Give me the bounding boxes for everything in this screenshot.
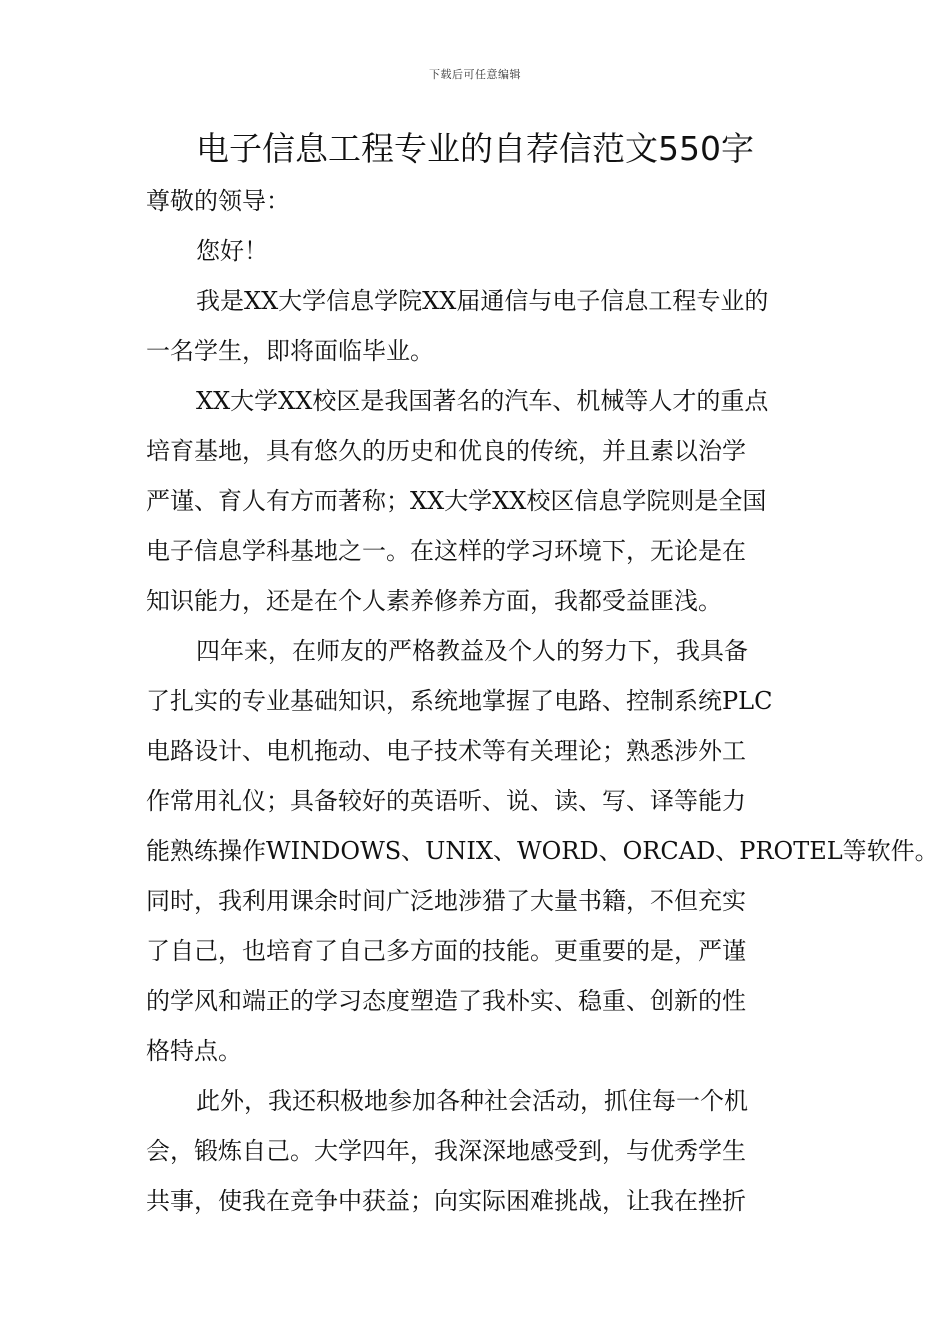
text-line: 格特点。 bbox=[146, 1037, 242, 1065]
text-line: 能熟练操作WINDOWS、UNIX、WORD、ORCAD、PROTEL等软件。 bbox=[146, 837, 939, 865]
text-line: 同时，我利用课余时间广泛地涉猎了大量书籍，不但充实 bbox=[146, 887, 746, 915]
text-line: 的学风和端正的学习态度塑造了我朴实、稳重、创新的性 bbox=[146, 987, 746, 1015]
text-line: 培育基地，具有悠久的历史和优良的传统，并且素以治学 bbox=[146, 437, 746, 465]
letter-body bbox=[146, 176, 939, 1226]
text-line: 电路设计、电机拖动、电子技术等有关理论；熟悉涉外工 bbox=[146, 737, 746, 765]
header-note: 下载后可任意编辑 bbox=[429, 68, 521, 81]
text-line: 会，锻炼自己。大学四年，我深深地感受到，与优秀学生 bbox=[146, 1137, 746, 1165]
document-title: 电子信息工程专业的自荐信范文550字 bbox=[196, 129, 754, 168]
text-line: 电子信息学科基地之一。在这样的学习环境下，无论是在 bbox=[146, 537, 746, 565]
text-line: XX大学XX校区是我国著名的汽车、机械等人才的重点 bbox=[196, 387, 769, 415]
text-line: 您好！ bbox=[196, 237, 268, 265]
text-line: 一名学生，即将面临毕业。 bbox=[146, 337, 434, 365]
text-line: 共事，使我在竞争中获益；向实际困难挑战，让我在挫折 bbox=[146, 1187, 746, 1215]
text-line: 了扎实的专业基础知识，系统地掌握了电路、控制系统PLC bbox=[146, 687, 773, 715]
text-line: 此外，我还积极地参加各种社会活动，抓住每一个机 bbox=[196, 1087, 748, 1115]
text-line: 尊敬的领导： bbox=[146, 187, 290, 215]
text-line: 我是XX大学信息学院XX届通信与电子信息工程专业的 bbox=[196, 287, 769, 315]
text-line: 知识能力，还是在个人素养修养方面，我都受益匪浅。 bbox=[146, 587, 722, 615]
text-line: 四年来，在师友的严格教益及个人的努力下，我具备 bbox=[196, 637, 748, 665]
text-line: 严谨、育人有方而著称；XX大学XX校区信息学院则是全国 bbox=[146, 487, 767, 515]
text-line: 作常用礼仪；具备较好的英语听、说、读、写、译等能力 bbox=[146, 787, 746, 815]
text-line: 了自己，也培育了自己多方面的技能。更重要的是，严谨 bbox=[146, 937, 746, 965]
